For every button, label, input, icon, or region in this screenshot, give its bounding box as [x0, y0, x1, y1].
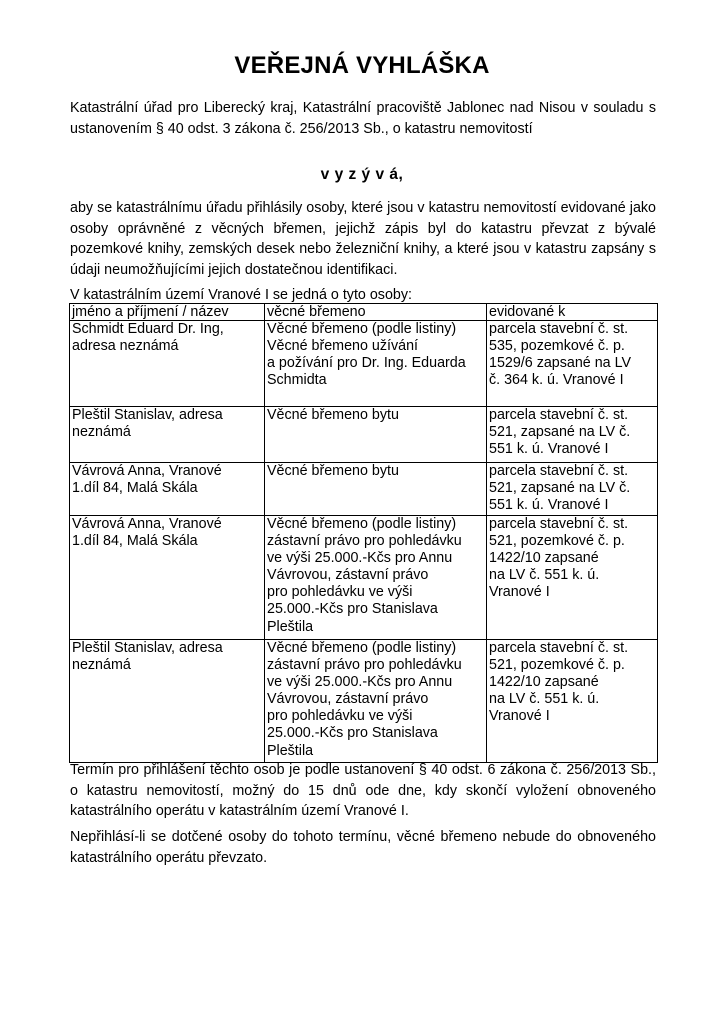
header-name: jméno a příjmení / název — [70, 304, 265, 321]
cell-registered — [487, 407, 658, 463]
cell-easement — [265, 463, 487, 516]
table-row — [70, 407, 658, 463]
document-title: VEŘEJNÁ VYHLÁŠKA — [234, 52, 490, 79]
table-row — [70, 463, 658, 516]
table-row — [70, 516, 658, 640]
cell-text: Věcné břemeno (podle listiny) Věcné břemeno užívání a požívání pro Dr. Ing. Eduarda Schmidta — [267, 321, 466, 389]
cell-text: Pleštil Stanislav, adresa neznámá — [72, 640, 223, 674]
cell-person — [70, 463, 265, 516]
cell-text: Pleštil Stanislav, adresa neznámá — [72, 407, 223, 441]
intro-paragraph: Katastrální úřad pro Liberecký kraj, Katastrální pracoviště Jablonec nad Nisou v souladu s ustanovením § 40 odst. 3 zákona č. 256/2013 Sb., o katastru nemovitostí — [70, 100, 656, 137]
persons-table — [69, 303, 658, 763]
deadline-paragraph: Termín pro přihlášení těchto osob je podle ustanovení § 40 odst. 6 zákona č. 256/2013 Sb., o katastru nemovitostí, možný do 15 dnů ode dne, kdy skončí vyložení obnoveného katastrálního operátu v katastrálním území Vranové I. — [70, 762, 656, 819]
table-row — [70, 321, 658, 407]
cell-text: parcela stavební č. st. 521, pozemkové č. p. 1422/10 zapsané na LV č. 551 k. ú. Vranové I — [489, 640, 629, 725]
cell-registered — [487, 463, 658, 516]
cell-easement — [265, 321, 487, 407]
cell-easement — [265, 516, 487, 640]
cell-text: Vávrová Anna, Vranové 1.díl 84, Malá Skála — [72, 516, 222, 550]
table-row — [70, 640, 658, 763]
cell-easement — [265, 640, 487, 763]
cell-text: parcela stavební č. st. 535, pozemkové č. p. 1529/6 zapsané na LV č. 364 k. ú. Vranové I — [489, 321, 632, 389]
cell-text: parcela stavební č. st. 521, zapsané na LV č. 551 k. ú. Vranové I — [489, 407, 631, 458]
header-registered: evidované k — [487, 304, 658, 321]
cell-person — [70, 640, 265, 763]
cell-text: parcela stavební č. st. 521, pozemkové č. p. 1422/10 zapsané na LV č. 551 k. ú. Vranové I — [489, 516, 629, 601]
cell-registered — [487, 640, 658, 763]
cell-person — [70, 321, 265, 407]
cell-text: Vávrová Anna, Vranové 1.díl 84, Malá Skála — [72, 463, 222, 497]
header-easement: věcné břemeno — [265, 304, 487, 321]
call-word: v y z ý v á, — [320, 166, 404, 183]
cell-registered — [487, 516, 658, 640]
cell-text: parcela stavební č. st. 521, zapsané na LV č. 551 k. ú. Vranové I — [489, 463, 631, 514]
table-header-row — [70, 304, 658, 321]
cell-easement — [265, 407, 487, 463]
call-paragraph: aby se katastrálnímu úřadu přihlásily osoby, které jsou v katastru nemovitostí evidované jako osoby oprávněné z věcných břemen, jejichž zápis byl do katastru převzat z bývalé pozemkové knihy, zemských desek nebo železniční knihy, a které jsou v katastru zapsány s údaji neumožňujícími jejich dostatečnou identifikaci. — [70, 200, 656, 278]
cell-person — [70, 516, 265, 640]
cell-text: Věcné břemeno (podle listiny) zástavní právo pro pohledávku ve výši 25.000.-Kčs pro Annu Vávrovou, zástavní právo pro pohledávku ve výši 25.000.-Kčs pro Stanislava Pleštila — [267, 640, 462, 759]
cell-text: Věcné břemeno bytu — [267, 463, 399, 479]
cell-registered — [487, 321, 658, 407]
cell-text: Schmidt Eduard Dr. Ing, adresa neznámá — [72, 321, 224, 355]
table-intro: V katastrálním území Vranové I se jedná o tyto osoby: — [70, 287, 412, 303]
cell-text: Věcné břemeno (podle listiny) zástavní právo pro pohledávku ve výši 25.000.-Kčs pro Annu Vávrovou, zástavní právo pro pohledávku ve výši 25.000.-Kčs pro Stanislava Pleštila — [267, 516, 462, 635]
closing-paragraph: Nepřihlásí-li se dotčené osoby do tohoto termínu, věcné břemeno nebude do obnoveného katastrálního operátu převzato. — [70, 829, 656, 866]
cell-person — [70, 407, 265, 463]
cell-text: Věcné břemeno bytu — [267, 407, 399, 423]
